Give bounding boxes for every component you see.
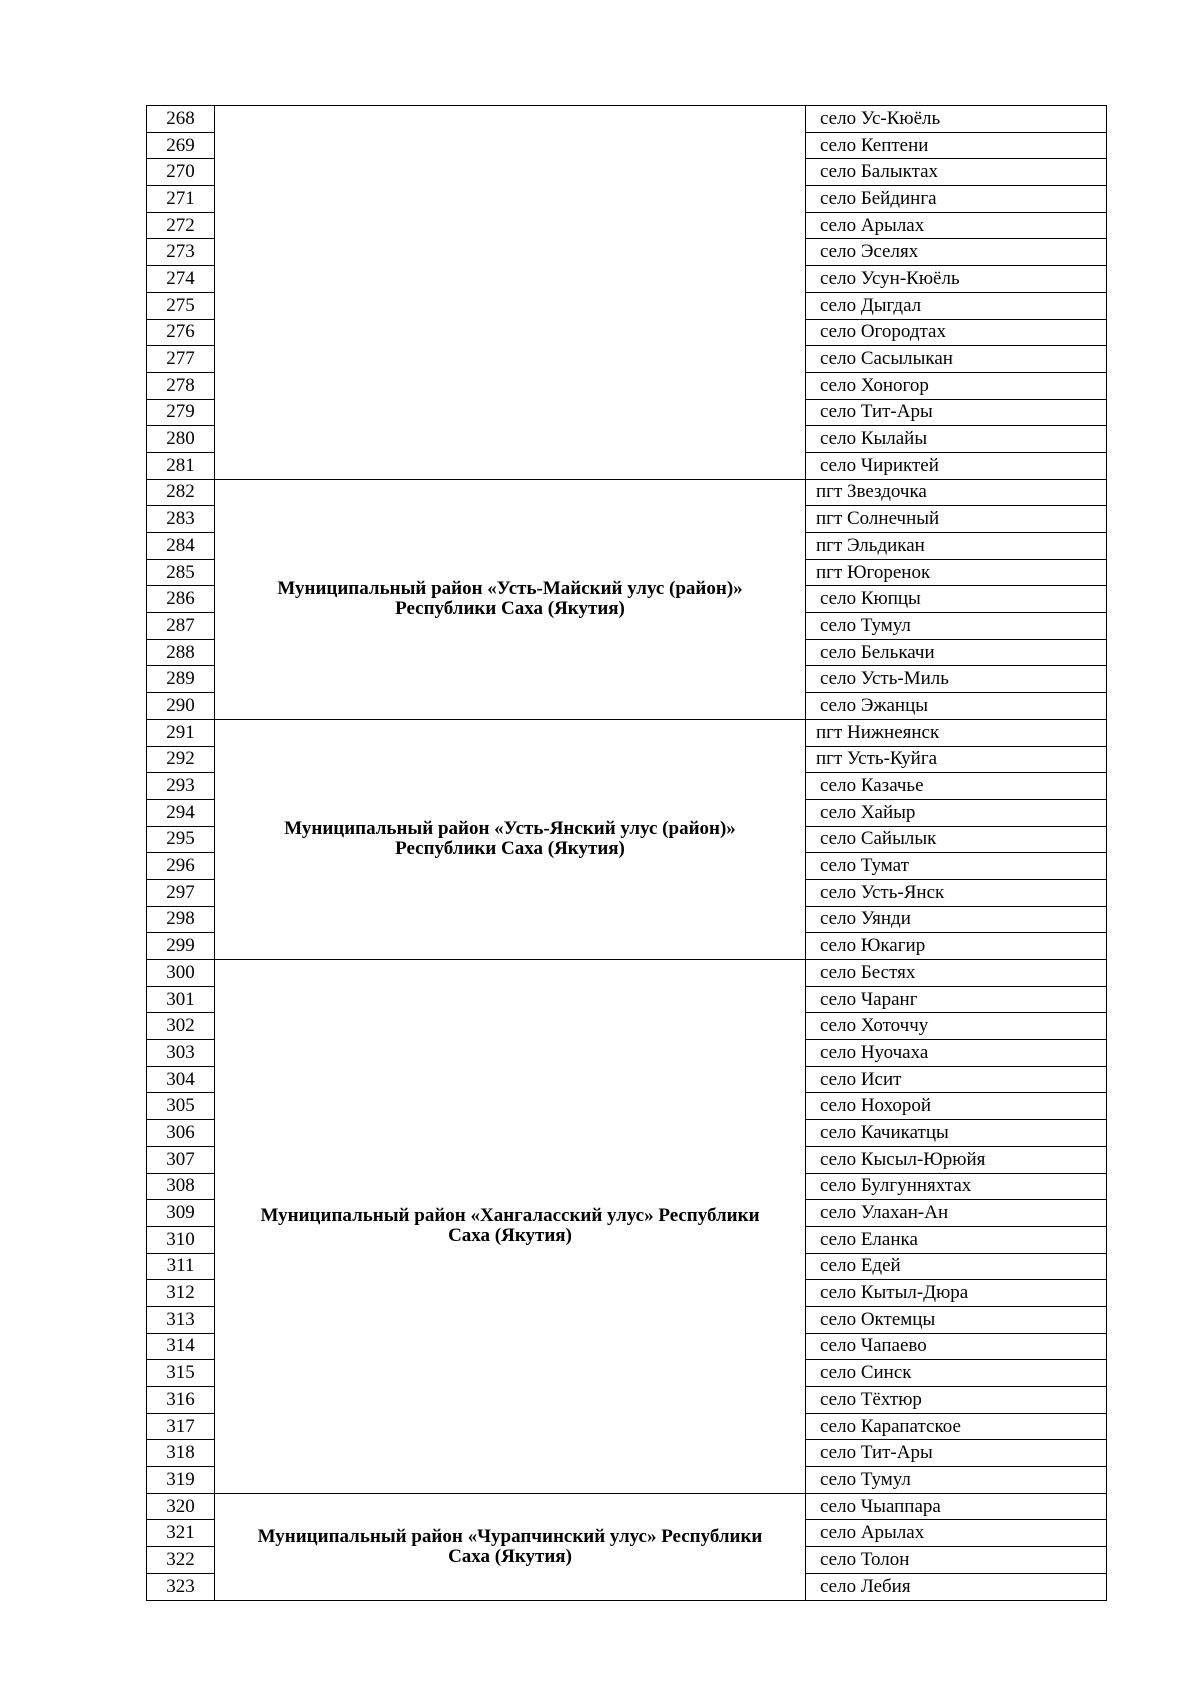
row-number-cell: 291 [147, 719, 215, 746]
row-number-cell: 278 [147, 372, 215, 399]
settlement-cell: село Сасылыкан [806, 346, 1107, 373]
municipality-name-line: Саха (Якутия) [448, 1225, 572, 1247]
settlement-cell: село Тумул [806, 613, 1107, 640]
row-number-cell: 299 [147, 933, 215, 960]
row-number-cell: 282 [147, 479, 215, 506]
settlement-cell: село Кылайы [806, 426, 1107, 453]
settlement-cell: село Эселях [806, 239, 1107, 266]
row-number-cell: 319 [147, 1467, 215, 1494]
row-number-cell: 307 [147, 1146, 215, 1173]
row-number-cell: 311 [147, 1253, 215, 1280]
settlement-cell: село Кысыл-Юрюйя [806, 1146, 1107, 1173]
settlement-cell: село Улахан-Ан [806, 1200, 1107, 1227]
settlement-cell: село Уянди [806, 906, 1107, 933]
row-number-cell: 313 [147, 1306, 215, 1333]
row-number-cell: 269 [147, 132, 215, 159]
municipality-name-line: Муниципальный район «Хангаласский улус» Республики [260, 1205, 760, 1227]
row-number-cell: 322 [147, 1547, 215, 1574]
municipality-name-line: Муниципальный район «Чурапчинский улус» Республики [257, 1525, 763, 1547]
row-number-cell: 274 [147, 266, 215, 293]
table-row [147, 1493, 1107, 1520]
row-number-cell: 277 [147, 346, 215, 373]
row-number-cell: 294 [147, 799, 215, 826]
settlement-cell: пгт Югоренок [806, 559, 1107, 586]
row-number-cell: 280 [147, 426, 215, 453]
settlement-cell: село Дыгдал [806, 292, 1107, 319]
settlement-cell: село Октемцы [806, 1306, 1107, 1333]
settlement-cell: село Булгунняхтах [806, 1173, 1107, 1200]
settlement-cell: село Кюпцы [806, 586, 1107, 613]
municipality-cell [215, 960, 806, 1494]
row-number-cell: 287 [147, 613, 215, 640]
row-number-cell: 276 [147, 319, 215, 346]
municipality-name-line: Республики Саха (Якутия) [395, 838, 625, 860]
row-number-cell: 281 [147, 452, 215, 479]
row-number-cell: 290 [147, 693, 215, 720]
settlement-cell: село Чыаппара [806, 1493, 1107, 1520]
row-number-cell: 318 [147, 1440, 215, 1467]
row-number-cell: 275 [147, 292, 215, 319]
row-number-cell: 268 [147, 106, 215, 133]
municipality-name-line: Республики Саха (Якутия) [395, 598, 625, 620]
row-number-cell: 304 [147, 1066, 215, 1093]
settlement-cell: село Огородтах [806, 319, 1107, 346]
municipality-cell [215, 479, 806, 719]
settlement-cell: село Тумат [806, 853, 1107, 880]
settlement-cell: село Хоногор [806, 372, 1107, 399]
row-number-cell: 295 [147, 826, 215, 853]
row-number-cell: 296 [147, 853, 215, 880]
row-number-cell: 273 [147, 239, 215, 266]
row-number-cell: 305 [147, 1093, 215, 1120]
settlements-table [146, 105, 1107, 1601]
settlement-cell: село Сайылык [806, 826, 1107, 853]
settlement-cell: село Тит-Ары [806, 1440, 1107, 1467]
row-number-cell: 303 [147, 1040, 215, 1067]
settlement-cell: село Усть-Янск [806, 879, 1107, 906]
settlement-cell: село Тёхтюр [806, 1387, 1107, 1414]
table-row [147, 719, 1107, 746]
settlement-cell: село Ус-Кюёль [806, 106, 1107, 133]
row-number-cell: 321 [147, 1520, 215, 1547]
row-number-cell: 323 [147, 1573, 215, 1600]
settlement-cell: пгт Нижнеянск [806, 719, 1107, 746]
settlement-cell: село Качикатцы [806, 1120, 1107, 1147]
row-number-cell: 302 [147, 1013, 215, 1040]
row-number-cell: 310 [147, 1226, 215, 1253]
settlement-cell: село Лебия [806, 1573, 1107, 1600]
row-number-cell: 293 [147, 773, 215, 800]
row-number-cell: 300 [147, 960, 215, 987]
settlement-cell: село Кептени [806, 132, 1107, 159]
row-number-cell: 315 [147, 1360, 215, 1387]
row-number-cell: 312 [147, 1280, 215, 1307]
municipality-name-line: Саха (Якутия) [448, 1545, 572, 1567]
settlement-cell: пгт Эльдикан [806, 533, 1107, 560]
municipality-name-line: Муниципальный район «Усть-Янский улус (район)» [284, 818, 736, 840]
row-number-cell: 285 [147, 559, 215, 586]
row-number-cell: 316 [147, 1387, 215, 1414]
row-number-cell: 297 [147, 879, 215, 906]
settlement-cell: село Казачье [806, 773, 1107, 800]
row-number-cell: 298 [147, 906, 215, 933]
row-number-cell: 289 [147, 666, 215, 693]
table-row [147, 960, 1107, 987]
settlement-cell: село Нохорой [806, 1093, 1107, 1120]
settlement-cell: село Белькачи [806, 639, 1107, 666]
settlement-cell: село Синск [806, 1360, 1107, 1387]
row-number-cell: 308 [147, 1173, 215, 1200]
settlement-cell: село Бестях [806, 960, 1107, 987]
row-number-cell: 283 [147, 506, 215, 533]
row-number-cell: 270 [147, 159, 215, 186]
row-number-cell: 286 [147, 586, 215, 613]
settlement-cell: село Хоточчу [806, 1013, 1107, 1040]
settlement-cell: село Хайыр [806, 799, 1107, 826]
table-body [147, 106, 1107, 1601]
row-number-cell: 317 [147, 1413, 215, 1440]
table-row [147, 106, 1107, 133]
settlement-cell: село Балыктах [806, 159, 1107, 186]
settlement-cell: село Эжанцы [806, 693, 1107, 720]
settlement-cell: село Тумул [806, 1467, 1107, 1494]
municipality-cell [215, 106, 806, 480]
settlement-cell: пгт Звездочка [806, 479, 1107, 506]
row-number-cell: 292 [147, 746, 215, 773]
municipality-cell [215, 1493, 806, 1600]
settlement-cell: село Арылах [806, 1520, 1107, 1547]
settlement-cell: село Юкагир [806, 933, 1107, 960]
row-number-cell: 306 [147, 1120, 215, 1147]
settlement-cell: село Кытыл-Дюра [806, 1280, 1107, 1307]
settlement-cell: село Исит [806, 1066, 1107, 1093]
settlement-cell: село Усть-Миль [806, 666, 1107, 693]
row-number-cell: 314 [147, 1333, 215, 1360]
row-number-cell: 288 [147, 639, 215, 666]
settlement-cell: село Чапаево [806, 1333, 1107, 1360]
settlement-cell: село Арылах [806, 212, 1107, 239]
settlement-cell: село Едей [806, 1253, 1107, 1280]
row-number-cell: 284 [147, 533, 215, 560]
municipality-name-line: Муниципальный район «Усть-Майский улус (район)» [277, 578, 743, 600]
row-number-cell: 271 [147, 186, 215, 213]
settlement-cell: пгт Усть-Куйга [806, 746, 1107, 773]
settlement-cell: село Чириктей [806, 452, 1107, 479]
settlement-cell: село Нуочаха [806, 1040, 1107, 1067]
settlement-cell: пгт Солнечный [806, 506, 1107, 533]
row-number-cell: 279 [147, 399, 215, 426]
row-number-cell: 320 [147, 1493, 215, 1520]
settlement-cell: село Еланка [806, 1226, 1107, 1253]
settlement-cell: село Карапатское [806, 1413, 1107, 1440]
settlement-cell: село Бейдинга [806, 186, 1107, 213]
municipality-cell [215, 719, 806, 959]
table-row [147, 479, 1107, 506]
row-number-cell: 309 [147, 1200, 215, 1227]
settlement-cell: село Толон [806, 1547, 1107, 1574]
row-number-cell: 272 [147, 212, 215, 239]
settlement-cell: село Усун-Кюёль [806, 266, 1107, 293]
settlement-cell: село Тит-Ары [806, 399, 1107, 426]
settlement-cell: село Чаранг [806, 986, 1107, 1013]
row-number-cell: 301 [147, 986, 215, 1013]
